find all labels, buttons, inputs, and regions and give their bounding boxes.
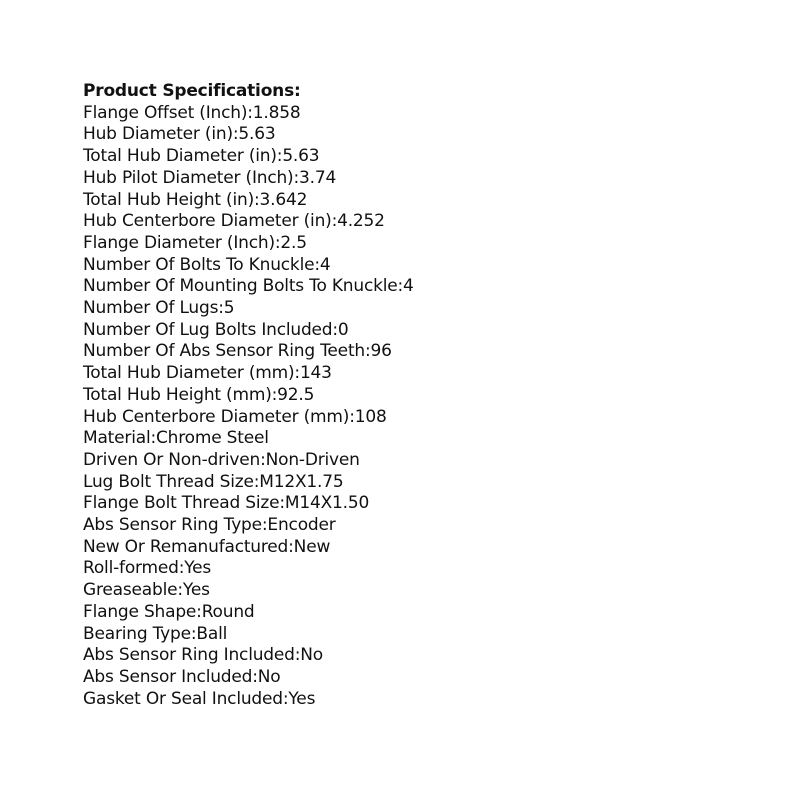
- spec-flange-shape: Flange Shape:Round: [83, 601, 255, 622]
- spec-bearing-type: Bearing Type:Ball: [83, 623, 228, 644]
- spec-hub-centerbore-diameter-mm: Hub Centerbore Diameter (mm):108: [83, 406, 387, 427]
- specifications-title: Product Specifications:: [83, 81, 301, 101]
- spec-total-hub-height-in: Total Hub Height (in):3.642: [83, 189, 308, 210]
- spec-number-of-mounting-bolts-to-knuckle: Number Of Mounting Bolts To Knuckle:4: [83, 276, 414, 297]
- spec-total-hub-height-mm: Total Hub Height (mm):92.5: [83, 384, 315, 405]
- spec-number-of-lug-bolts-included: Number Of Lug Bolts Included:0: [83, 319, 349, 340]
- spec-material: Material:Chrome Steel: [83, 428, 269, 449]
- spec-abs-sensor-ring-included: Abs Sensor Ring Included:No: [83, 645, 323, 666]
- spec-number-of-abs-sensor-ring-teeth: Number Of Abs Sensor Ring Teeth:96: [83, 341, 392, 362]
- spec-flange-offset-inch: Flange Offset (Inch):1.858: [83, 102, 301, 123]
- spec-total-hub-diameter-mm: Total Hub Diameter (mm):143: [83, 363, 332, 384]
- spec-abs-sensor-ring-type: Abs Sensor Ring Type:Encoder: [83, 515, 336, 536]
- spec-new-or-remanufactured: New Or Remanufactured:New: [83, 536, 331, 557]
- spec-roll-formed: Roll-formed:Yes: [83, 558, 212, 579]
- spec-driven-or-non-driven: Driven Or Non-driven:Non-Driven: [83, 449, 360, 470]
- spec-total-hub-diameter-in: Total Hub Diameter (in):5.63: [83, 146, 320, 167]
- spec-lug-bolt-thread-size: Lug Bolt Thread Size:M12X1.75: [83, 471, 344, 492]
- spec-hub-pilot-diameter-inch: Hub Pilot Diameter (Inch):3.74: [83, 167, 337, 188]
- spec-gasket-or-seal-included: Gasket Or Seal Included:Yes: [83, 688, 316, 709]
- spec-flange-diameter-inch: Flange Diameter (Inch):2.5: [83, 232, 307, 253]
- spec-number-of-bolts-to-knuckle: Number Of Bolts To Knuckle:4: [83, 254, 331, 275]
- spec-number-of-lugs: Number Of Lugs:5: [83, 298, 235, 319]
- spec-hub-diameter-in: Hub Diameter (in):5.63: [83, 124, 276, 145]
- spec-hub-centerbore-diameter-in: Hub Centerbore Diameter (in):4.252: [83, 211, 385, 232]
- product-specifications: [83, 81, 783, 710]
- spec-greaseable: Greaseable:Yes: [83, 580, 210, 601]
- spec-abs-sensor-included: Abs Sensor Included:No: [83, 666, 281, 687]
- spec-flange-bolt-thread-size: Flange Bolt Thread Size:M14X1.50: [83, 493, 370, 514]
